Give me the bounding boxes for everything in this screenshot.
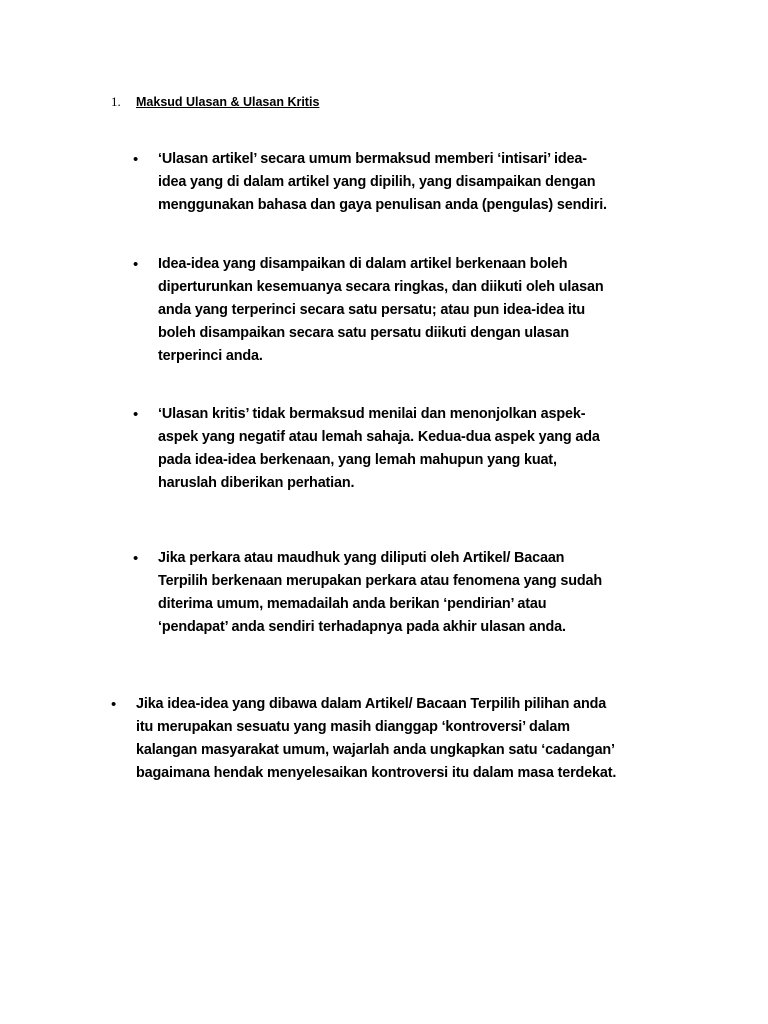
section-heading	[111, 94, 319, 110]
bullet-item-ulasan-artikel	[133, 148, 607, 217]
bullet-item-ulasan-kritis	[133, 403, 600, 495]
bullet-icon: •	[133, 256, 139, 273]
bullet-icon: •	[133, 406, 139, 423]
bullet-text: Idea-idea yang disampaikan di dalam artikel berkenaan boleh diperturunkan kesemuanya secara ringkas, dan diikuti oleh ulasan anda yang terperinci secara satu persatu; atau pun idea-idea itu boleh disampaikan secara satu persatu diikuti dengan ulasan terperinci anda.	[158, 256, 604, 364]
bullet-text: Jika idea-idea yang dibawa dalam Artikel/ Bacaan Terpilih pilihan anda itu merupakan sesuatu yang masih dianggap ‘kontroversi’ dalam kalangan masyarakat umum, wajarlah anda ungkapkan satu ‘cadangan’ bagaimana hendak menyelesaikan kontroversi itu dalam masa terdekat.	[136, 696, 617, 781]
bullet-item-kontroversi	[111, 693, 616, 785]
section-number: 1.	[111, 94, 121, 109]
bullet-icon: •	[111, 696, 117, 713]
bullet-text: ‘Ulasan artikel’ secara umum bermaksud memberi ‘intisari’ idea- idea yang di dalam artikel yang dipilih, yang disampaikan dengan menggunakan bahasa dan gaya penulisan anda (pengulas) sendiri.	[158, 151, 607, 213]
bullet-icon: •	[133, 151, 139, 168]
bullet-item-pendirian	[133, 547, 602, 639]
section-title: Maksud Ulasan & Ulasan Kritis	[136, 95, 320, 109]
bullet-text: ‘Ulasan kritis’ tidak bermaksud menilai dan menonjolkan aspek- aspek yang negatif atau lemah sahaja. Kedua-dua aspek yang ada pada idea-idea berkenaan, yang lemah mahupun yang kuat, haruslah diberikan perhatian.	[158, 406, 600, 491]
bullet-text: Jika perkara atau maudhuk yang diliputi oleh Artikel/ Bacaan Terpilih berkenaan merupakan perkara atau fenomena yang sudah diterima umum, memadailah anda berikan ‘pendirian’ atau ‘pendapat’ anda sendiri terhadapnya pada akhir ulasan anda.	[158, 550, 603, 635]
bullet-item-idea-idea	[133, 253, 603, 368]
bullet-icon: •	[133, 550, 139, 567]
